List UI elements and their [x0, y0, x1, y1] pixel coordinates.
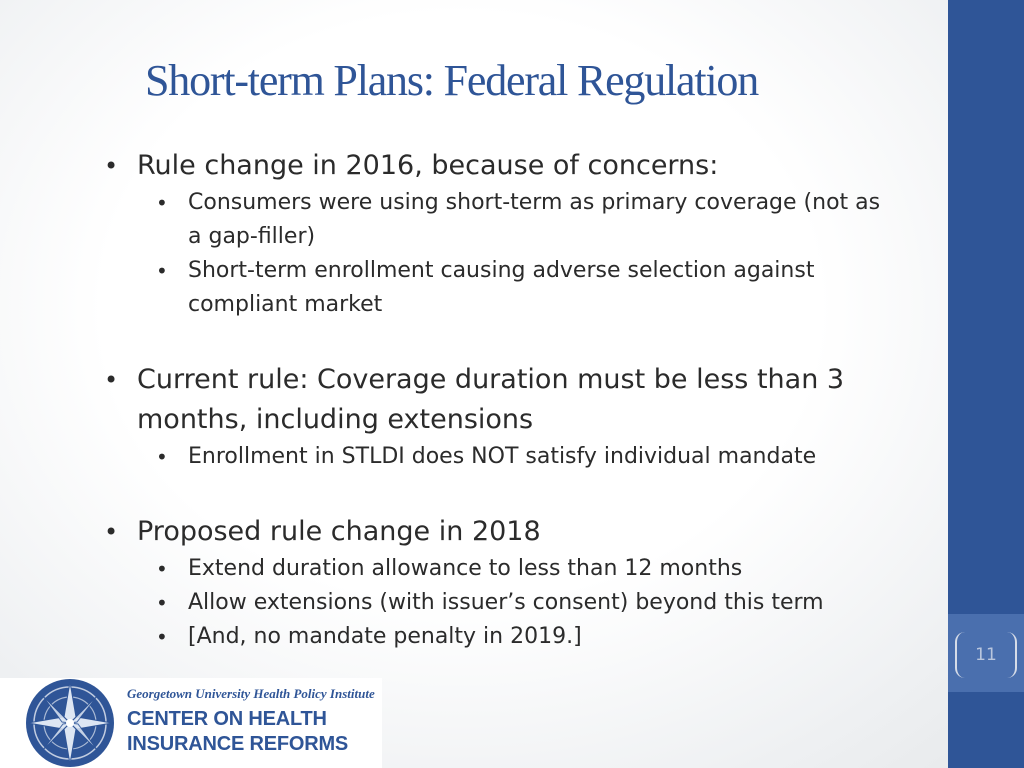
- sub-bullet-item: • Consumers were using short-term as primary coverage (not as a gap-filler): [156, 190, 881, 249]
- bullet-group: [100, 360, 900, 474]
- sub-bullet-item: • Allow extensions (with issuer’s consent) beyond this term: [156, 590, 824, 615]
- bullet-list: [100, 146, 900, 692]
- bullet-item: • Rule change in 2016, because of concerns:: [100, 146, 900, 186]
- logo-title-line2: INSURANCE REFORMS: [127, 733, 349, 755]
- sub-bullet-item: • Extend duration allowance to less than 12 months: [156, 556, 743, 581]
- page-number: 11: [955, 632, 1017, 678]
- bullet-group: [100, 146, 900, 322]
- sub-bullet-item: • Enrollment in STLDI does NOT satisfy individual mandate: [156, 444, 817, 469]
- bullet-group: [100, 512, 900, 654]
- compass-star-icon: [22, 678, 118, 768]
- bullet-item: • Current rule: Coverage duration must be less than 3 months, including extensions: [100, 360, 900, 440]
- slide-title: Short-term Plans: Federal Regulation: [145, 56, 759, 105]
- sub-bullet-item: • Short-term enrollment causing adverse selection against compliant market: [156, 258, 815, 317]
- logo-title-line1: CENTER ON HEALTH: [127, 708, 327, 730]
- bullet-item: • Proposed rule change in 2018: [100, 512, 900, 552]
- sub-bullet-item: • [And, no mandate penalty in 2019.]: [156, 624, 582, 649]
- logo-institute-text: Georgetown University Health Policy Institute: [127, 686, 375, 701]
